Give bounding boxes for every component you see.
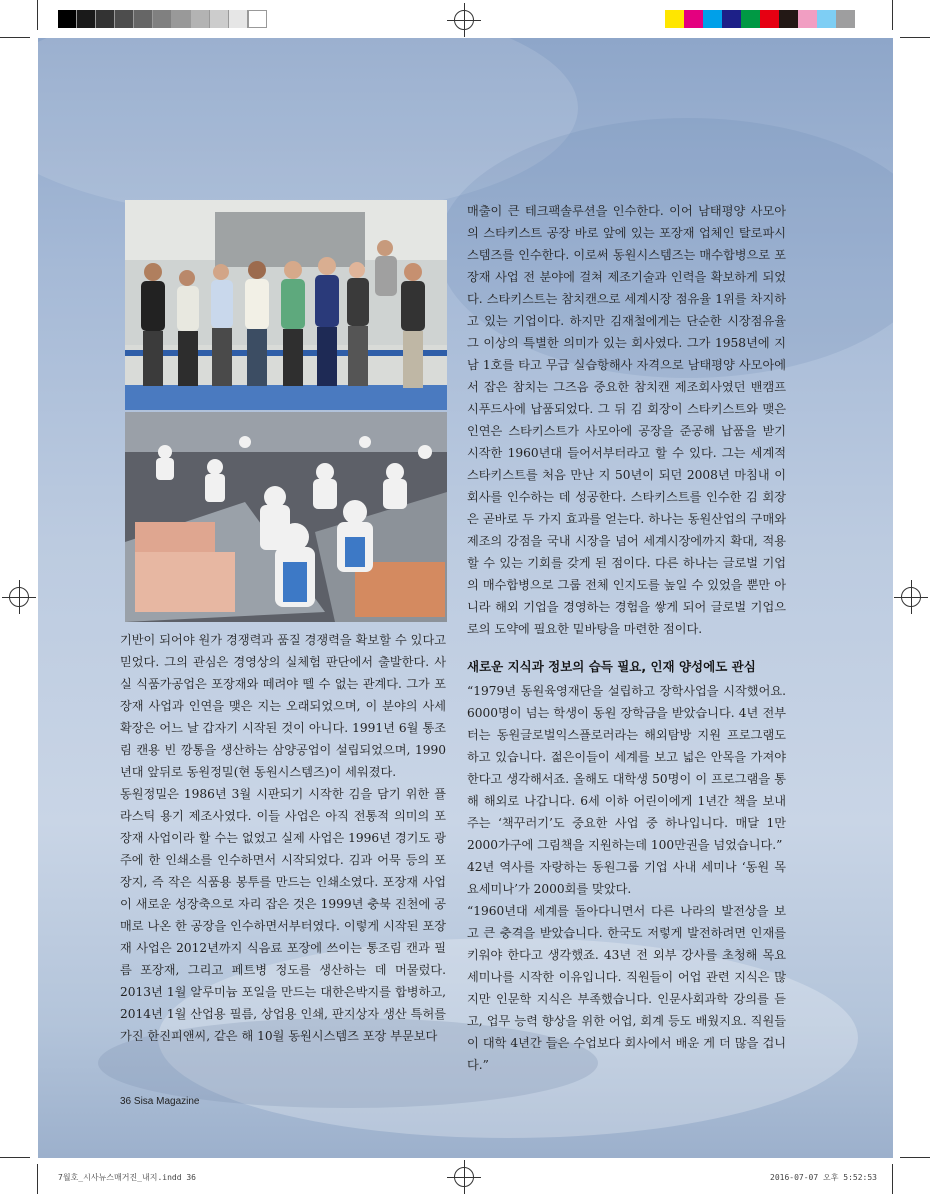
paragraph: 동원정밀은 1986년 3월 시판되기 시작한 김을 담기 위한 플라스틱 용기 제조사였다. 이들 사업은 아직 전통적 의미의 포장재 사업이라 할 수는 없었고 실제 사업은 1996년 경기도 광주에 한 인쇄소를 인수하면서 시작되었다. 김과 어묵 등의 포장지, 즉 작은 식품용 봉투를 만드는 인쇄소였다. 포장재 사업이 새로운 성장축으로 자리 잡은 것은 1999년 충북 진천에 공매로 나온 한 공장을 인수하면서부터였다. 이렇게 시작된 포장재 사업은 2012년까지 식음료 포장에 쓰이는 통조림 캔과 필름 포장재, 그리고 페트병 정도를 생산하는 데 머물렀다. 2013년 1월 알루미늄 포일을 만드는 대한은박지를 합병하고, 2014년 1월 산업용 필름, 상업용 인쇄, 판지상자 생산 특허를 가진 한진피앤씨, 같은 해 10월 동원시스템즈 포장 부문보다 [120,787,446,1043]
crop-mark [37,0,38,30]
registration-mark-left [2,580,36,614]
crop-mark [0,1157,30,1158]
paragraph: 기반이 되어야 원가 경쟁력과 품질 경쟁력을 확보할 수 있다고 믿었다. 그의 관심은 경영상의 실체험 판단에서 출발한다. 사실 식품가공업은 포장재와 떼려야 뗄 수 없는 관계다. 그가 포장재 사업과 인연을 맺은 지는 오래되었으며, 이 분야의 사세 확장은 어느 날 갑자기 시작된 것이 아니다. 1991년 6월 통조림 캔용 빈 깡통을 생산하는 삼양공업이 설립되었으며, 1990년대 앞뒤로 동원정밀(현 동원시스템즈)이 세워졌다. [120,633,446,779]
color-calibration-bar [665,10,855,28]
slug-timestamp: 2016-07-07 오후 5:52:53 [770,1173,877,1182]
registration-mark-right [894,580,928,614]
paragraph: 42년 역사를 자랑하는 동원그룹 기업 사내 세미나 ‘동원 목요세미나’가 2000회를 맞았다. [467,860,786,896]
quote-paragraph: “1979년 동원육영재단을 설립하고 장학사업을 시작했어요. 6000명이 넘는 학생이 동원 장학금을 받았습니다. 4년 전부터는 동원글로벌익스플로러라는 해외탐방 지원 프로그램도 하고 있습니다. 젊은이들이 세계를 보고 넓은 안목을 가져야 한다고 생각해서죠. 올해도 대학생 50명이 이 프로그램을 통해 해외로 나갑니다. 6세 이하 어린이에게 1년간 책을 보내주는 ‘책꾸러기’도 중요한 사업 중 하나입니다. 매달 1만2000가구에 그림책을 지원하는데 100만권을 넘었습니다.” [467,684,786,852]
slug-filename: 7월호_시사뉴스매거진_내지.indd 36 [58,1173,196,1182]
registration-mark-top [447,3,481,37]
factory-photo [125,412,447,622]
crop-mark [37,1164,38,1194]
quote-paragraph: “1960년대 세계를 돌아다니면서 다른 나라의 발전상을 보고 큰 충격을 받았습니다. 한국도 저렇게 발전하려면 인재를 키워야 한다고 생각했죠. 43년 전 외부 강사를 초청해 목요세미나를 시작한 이유입니다. 직원들이 어업 관련 지식은 많지만 인문학 지식은 부족했습니다. 인문사회과학 강의를 듣고, 업무 능력 향상을 위한 어업, 회계 등도 배웠지요. 직원들이 대학 4년간 들은 수업보다 회사에서 배운 게 더 많을 겁니다.” [467,904,786,1072]
group-photo [125,200,447,410]
paragraph: 매출이 큰 테크팩솔루션을 인수한다. 이어 남태평양 사모아의 스타키스트 공장 바로 앞에 있는 포장재 업체인 탈로파시스템즈를 인수한다. 이로써 동원시스템즈는 매수합병으로 포장재 사업 전 분야에 걸쳐 제조기술과 인력을 확보하게 되었다. 스타키스트는 참치캔으로 세계시장 점유율 1위를 차지하고 있는 기업이다. 하지만 김재철에게는 단순한 시장점유율 그 이상의 특별한 의미가 있는 회사였다. 그가 1958년에 지남 1호를 타고 무급 실습항해사 자격으로 남태평양 사모아에서 잡은 참치는 그즈음 중요한 참치캔 제조회사였던 밴캠프 시푸드사에 납품되었다. 그 뒤 김 회장이 스타키스트와 맺은 인연은 스타키스트가 사모아에 공장을 준공해 납품을 받기 시작한 1960년대 들어서부터라고 할 수 있다. 그는 세계적 스타키스트를 처음 만난 지 50년이 되던 2008년 마침내 이 회사를 인수하는 데 성공한다. 스타키스트를 인수한 김 회장은 곧바로 두 가지 효과를 얻는다. 하나는 동원산업의 구매와 제조의 강점을 국내 시장을 넘어 세계시장에까지 확대, 적용할 수 있는 기회를 갖게 된 점이다. 다른 하나는 글로벌 기업의 매수합병으로 그룹 전체 인지도를 높일 수 있었을 뿐만 아니라 해외 기업을 경영하는 경험을 쌓게 되어 글로벌 기업으로의 도약에 필요한 밑바탕을 마련한 점이다. [467,204,787,636]
article-column-right [467,200,786,1076]
registration-mark-bottom [447,1160,481,1194]
grayscale-calibration-bar [58,10,267,28]
crop-mark [0,37,30,38]
section-subheading: 새로운 지식과 정보의 습득 필요, 인재 양성에도 관심 [467,659,756,674]
crop-mark [892,1164,893,1194]
crop-mark [892,0,893,30]
article-column-left [120,629,446,1047]
crop-mark [900,37,930,38]
crop-mark [900,1157,930,1158]
page-folio: 36 Sisa Magazine [120,1096,200,1107]
